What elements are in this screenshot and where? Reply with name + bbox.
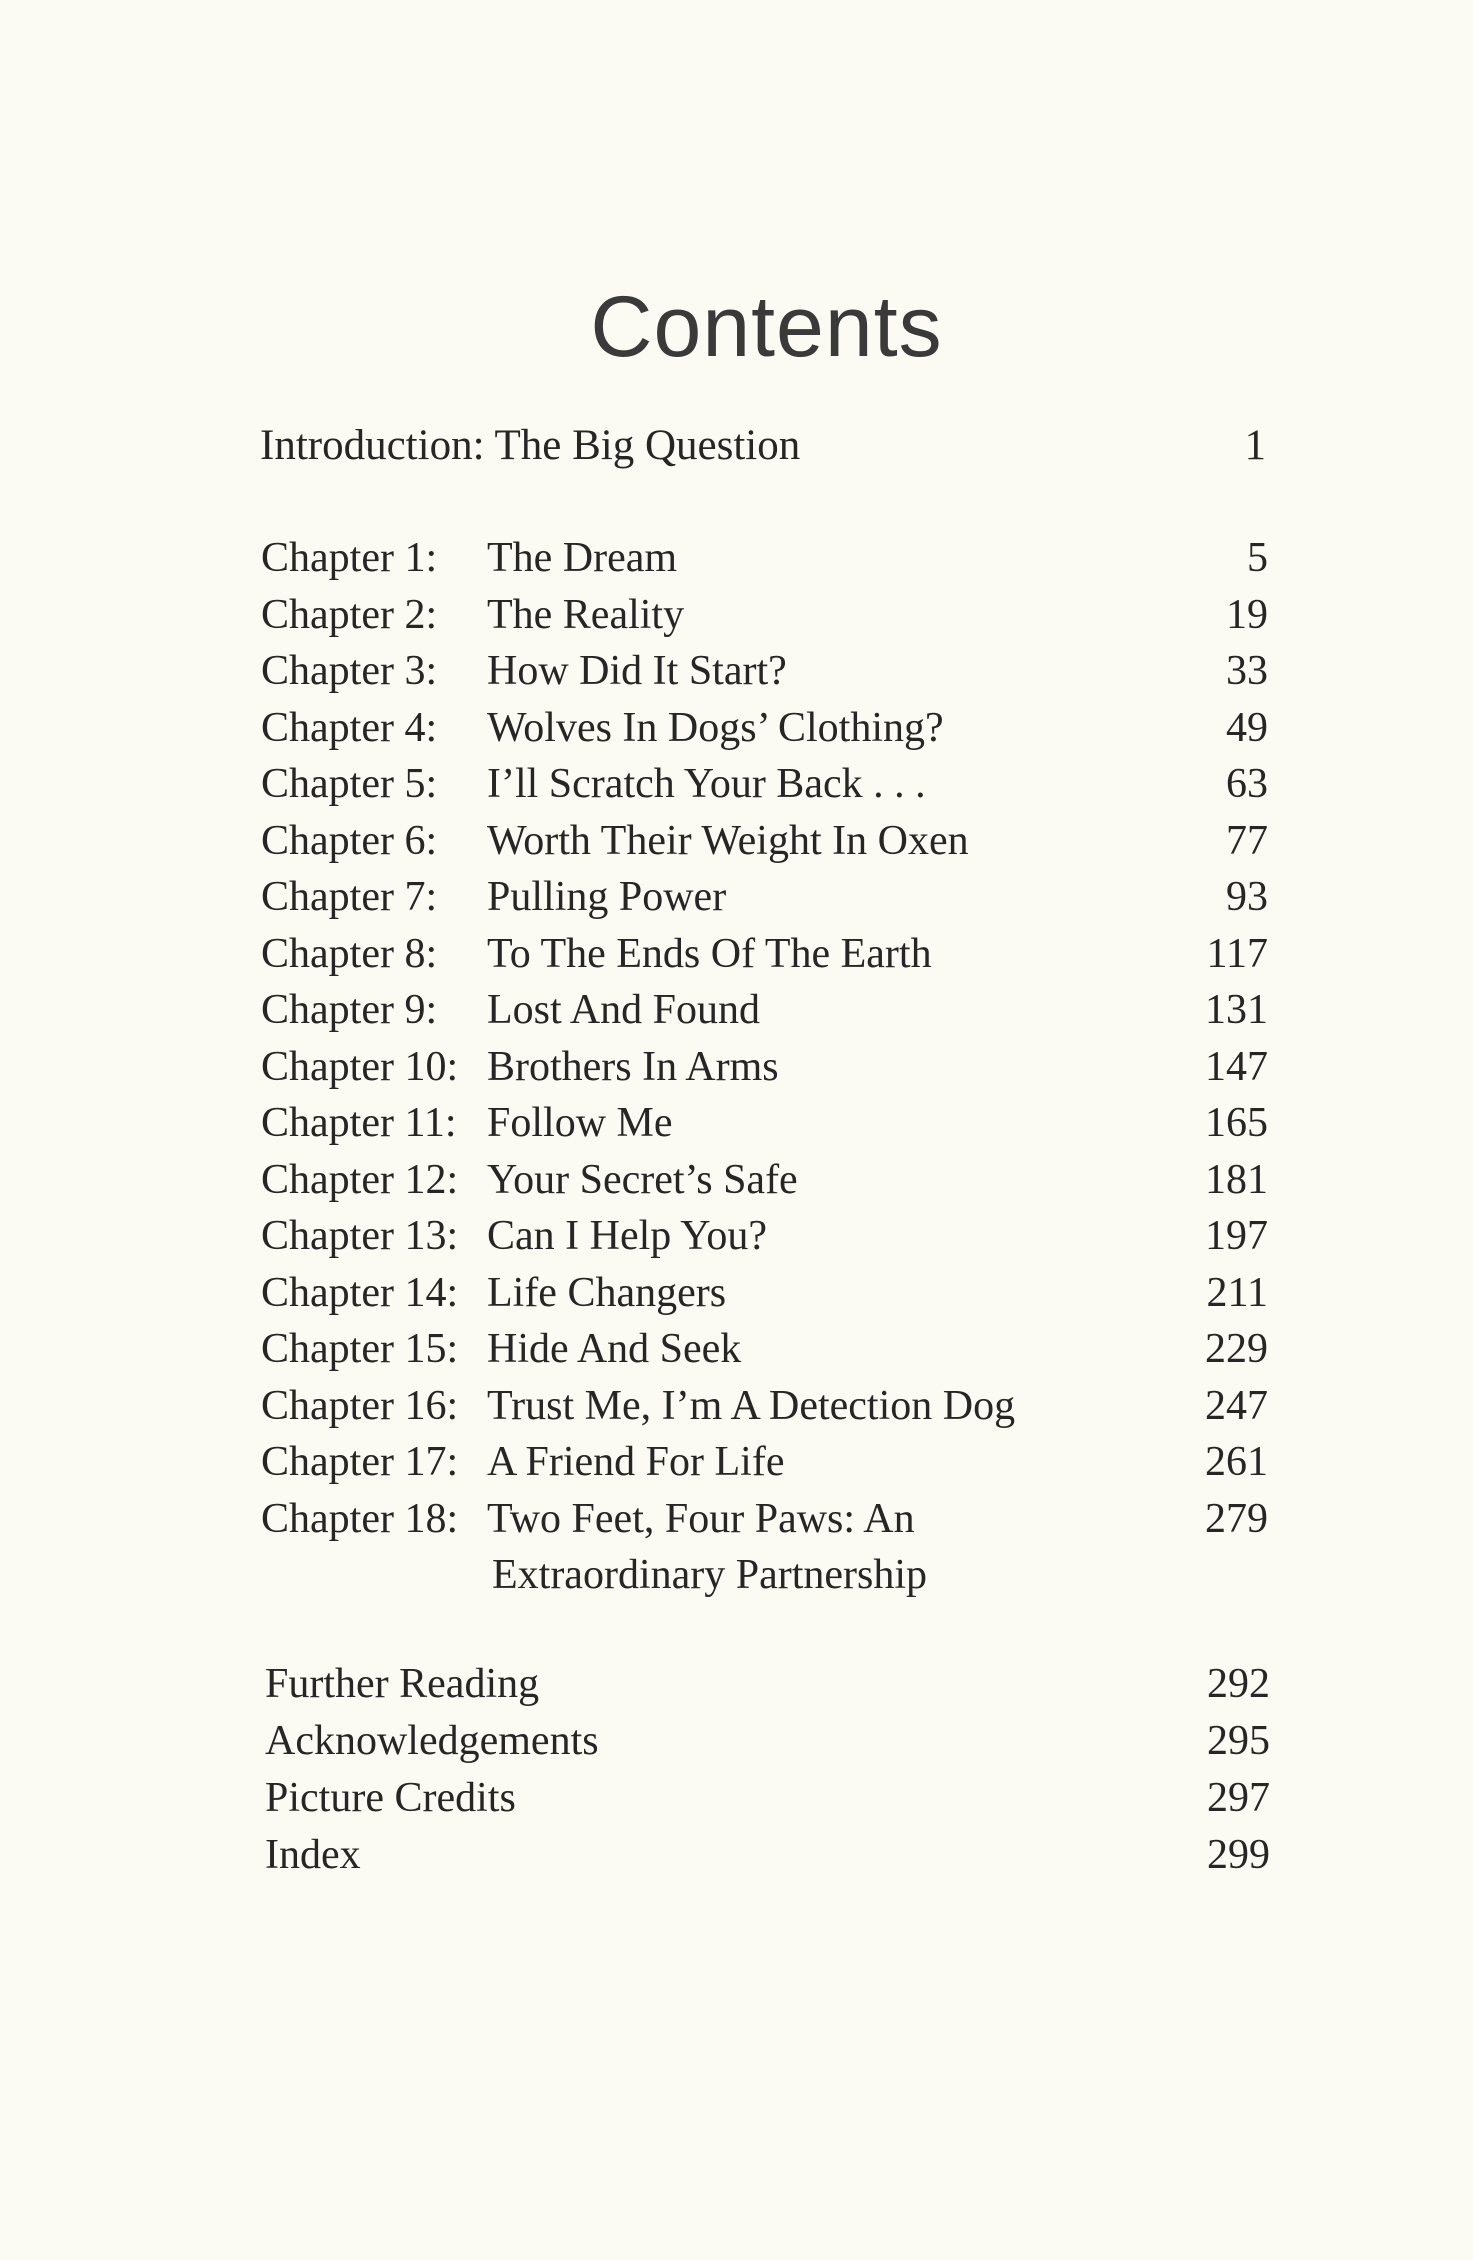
back-matter-title: Picture Credits: [265, 1775, 516, 1821]
chapter-entry[interactable]: [261, 756, 1268, 813]
chapter-number: Chapter 6:: [261, 817, 438, 864]
chapter-page-number: 19: [1226, 591, 1268, 638]
back-matter-entry[interactable]: [265, 1656, 1270, 1713]
chapter-title-continuation: Extraordinary Partnership: [492, 1551, 928, 1598]
chapter-entry[interactable]: [261, 982, 1268, 1039]
chapter-number: Chapter 13:: [261, 1213, 459, 1259]
chapter-page-number: 279: [1205, 1495, 1268, 1542]
chapter-entry[interactable]: [261, 926, 1268, 983]
chapter-number: Chapter 9:: [261, 987, 438, 1033]
chapter-list: [261, 530, 1268, 1598]
chapter-entry[interactable]: [261, 869, 1268, 926]
chapter-entry[interactable]: [261, 530, 1268, 587]
chapter-page-number: 93: [1226, 874, 1268, 920]
chapter-entry[interactable]: [261, 1039, 1268, 1096]
chapter-title: Pulling Power: [487, 874, 727, 920]
chapter-number: Chapter 3:: [261, 648, 438, 694]
back-matter-page-number: 297: [1207, 1775, 1270, 1821]
chapter-title: The Reality: [487, 591, 685, 638]
chapter-title: Trust Me, I’m A Detection Dog: [487, 1382, 1016, 1429]
chapter-title: Follow Me: [487, 1100, 673, 1146]
chapter-title: Brothers In Arms: [487, 1043, 779, 1090]
chapter-entry[interactable]: [261, 1321, 1268, 1378]
chapter-page-number: 261: [1205, 1439, 1268, 1485]
chapter-entry[interactable]: [261, 1152, 1268, 1209]
chapter-title: Your Secret’s Safe: [487, 1156, 798, 1203]
back-matter-page-number: 295: [1207, 1718, 1270, 1764]
chapter-entry[interactable]: [261, 1265, 1268, 1322]
chapter-title: To The Ends Of The Earth: [487, 930, 932, 977]
chapter-number: Chapter 7:: [261, 874, 438, 920]
back-matter-title: Further Reading: [265, 1661, 540, 1707]
chapter-number: Chapter 2:: [261, 591, 438, 638]
chapter-page-number: 117: [1206, 930, 1268, 977]
chapter-number: Chapter 15:: [261, 1326, 459, 1372]
chapter-title: Hide And Seek: [487, 1326, 742, 1372]
chapter-page-number: 131: [1205, 987, 1268, 1033]
chapter-page-number: 147: [1205, 1043, 1268, 1090]
chapter-number: Chapter 12:: [261, 1156, 459, 1203]
chapter-entry[interactable]: [261, 1378, 1268, 1435]
chapter-page-number: 33: [1226, 648, 1268, 694]
chapter-title: I’ll Scratch Your Back . . .: [487, 761, 926, 807]
chapter-page-number: 229: [1205, 1326, 1268, 1372]
chapter-entry[interactable]: [261, 700, 1268, 757]
chapter-number: Chapter 18:: [261, 1495, 459, 1542]
chapter-page-number: 63: [1226, 761, 1268, 807]
chapter-title: The Dream: [487, 535, 678, 581]
chapter-page-number: 181: [1205, 1156, 1268, 1203]
chapter-page-number: 197: [1205, 1213, 1268, 1259]
chapter-number: Chapter 1:: [261, 535, 438, 581]
chapter-title: Can I Help You?: [487, 1213, 767, 1259]
chapter-number: Chapter 8:: [261, 930, 438, 977]
back-matter-title: Index: [265, 1832, 361, 1878]
chapter-number: Chapter 11:: [261, 1100, 457, 1146]
chapter-page-number: 165: [1205, 1100, 1268, 1146]
chapter-entry[interactable]: [261, 1434, 1268, 1491]
chapter-entry[interactable]: [261, 1491, 1268, 1598]
chapter-title: Wolves In Dogs’ Clothing?: [487, 704, 944, 751]
back-matter-list: [265, 1656, 1270, 1884]
chapter-page-number: 211: [1206, 1269, 1268, 1316]
back-matter-entry[interactable]: [265, 1713, 1270, 1770]
chapter-number: Chapter 4:: [261, 704, 438, 751]
back-matter-title: Acknowledgements: [265, 1718, 599, 1764]
back-matter-page-number: 292: [1207, 1661, 1270, 1707]
introduction-entry[interactable]: [260, 418, 1266, 474]
chapter-number: Chapter 17:: [261, 1439, 459, 1485]
chapter-entry[interactable]: [261, 813, 1268, 870]
chapter-title: Two Feet, Four Paws: An: [487, 1495, 915, 1542]
chapter-page-number: 5: [1247, 535, 1268, 581]
chapter-page-number: 247: [1205, 1382, 1268, 1429]
chapter-number: Chapter 14:: [261, 1269, 459, 1316]
back-matter-entry[interactable]: [265, 1770, 1270, 1827]
page-title: Contents: [590, 278, 943, 375]
chapter-title: Lost And Found: [487, 987, 761, 1033]
chapter-number: Chapter 5:: [261, 761, 438, 807]
chapter-title: Worth Their Weight In Oxen: [487, 817, 969, 864]
chapter-page-number: 49: [1226, 704, 1268, 751]
back-matter-page-number: 299: [1207, 1832, 1270, 1878]
back-matter-entry[interactable]: [265, 1827, 1270, 1884]
chapter-title: Life Changers: [487, 1269, 727, 1316]
chapter-entry[interactable]: [261, 1095, 1268, 1152]
chapter-title: How Did It Start?: [487, 648, 787, 694]
chapter-number: Chapter 16:: [261, 1382, 459, 1429]
introduction-page-number: 1: [1244, 422, 1266, 469]
introduction-label: Introduction: The Big Question: [260, 422, 801, 469]
chapter-title: A Friend For Life: [487, 1439, 785, 1485]
chapter-page-number: 77: [1226, 817, 1268, 864]
chapter-number: Chapter 10:: [261, 1043, 459, 1090]
chapter-entry[interactable]: [261, 587, 1268, 644]
chapter-entry[interactable]: [261, 1208, 1268, 1265]
chapter-entry[interactable]: [261, 643, 1268, 700]
